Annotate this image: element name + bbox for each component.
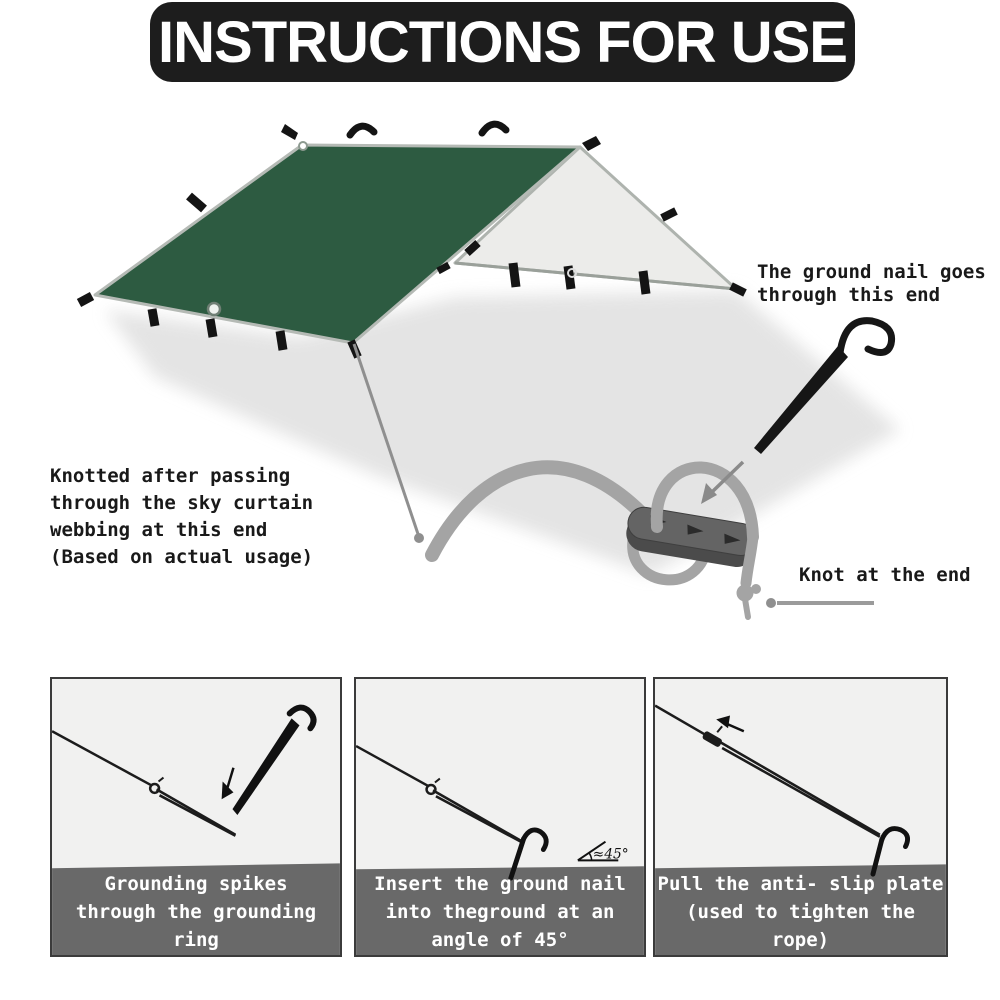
plate-tick (717, 726, 722, 732)
hem-tab-icon (152, 309, 155, 326)
knot-leader-line (766, 598, 874, 608)
rope-line (655, 706, 711, 739)
grommet-icon (208, 303, 220, 315)
ridge-loop-icon (350, 126, 374, 135)
spike-line (722, 748, 880, 837)
ring-tick (435, 779, 440, 783)
hem-tab-icon (643, 271, 646, 294)
corner-tab-icon (79, 296, 92, 303)
rope-knot-tip (745, 599, 748, 617)
panel-caption (655, 869, 946, 955)
edge-tab-icon (662, 211, 676, 218)
spike-line (433, 790, 521, 840)
caption-line: Grounding spikes (104, 873, 288, 895)
annotation-knotted (50, 463, 313, 571)
rope-line (52, 731, 152, 785)
angle-label: ≈45° (592, 846, 629, 863)
caption-line: through the grounding (75, 901, 317, 923)
panel-pull-anti-slip-plate (653, 677, 948, 957)
angle-mark-icon (578, 842, 629, 863)
annotation-line: (Based on actual usage) (50, 546, 314, 568)
spike-line (720, 742, 880, 835)
annotation-line: through the sky curtain (50, 492, 314, 514)
annotation-line: The ground nail goes (757, 261, 986, 283)
instructions-header (150, 2, 855, 82)
panel-caption (52, 869, 340, 955)
hem-tab-icon (210, 319, 213, 337)
caption-line: Pull the anti- slip plate (657, 873, 944, 895)
guy-line-end-dot (414, 533, 424, 543)
annotation-line: webbing at this end (50, 519, 268, 541)
panel-insert-ground-nail (354, 677, 646, 957)
caption-line: Insert the ground nail (374, 873, 626, 895)
grommet-icon (299, 142, 307, 150)
annotation-line: Knotted after passing (50, 465, 291, 487)
annotation-knot-end (799, 564, 971, 587)
caption-line: angle of 45° (431, 929, 569, 951)
ground-nail-icon (232, 708, 313, 815)
anti-slip-plate-icon (702, 730, 724, 748)
caption-line: rope) (771, 929, 830, 951)
caption-line: ring (173, 929, 219, 951)
ridge-loop-icon (482, 124, 506, 133)
panel-grounding-spikes (50, 677, 342, 957)
caption-line: (used to tighten the (686, 901, 915, 923)
rope-tail (746, 537, 753, 583)
annotation-line: Knot at the end (799, 564, 971, 586)
annotation-ground-nail (757, 261, 986, 307)
corner-tab-icon (281, 124, 298, 140)
hem-tab-icon (280, 331, 283, 350)
annotation-line: through this end (757, 284, 941, 306)
spike-line (160, 795, 236, 835)
panel-caption (356, 869, 644, 955)
caption-line: into theground at an (385, 901, 615, 923)
page-title: INSTRUCTIONS FOR USE (158, 9, 847, 75)
arrow-down-left-icon (222, 768, 234, 800)
ring-tick (159, 778, 164, 782)
hem-tab-icon (513, 263, 516, 287)
edge-tab-icon (189, 196, 204, 209)
rope-knot-nub (751, 584, 761, 594)
rope-line (356, 746, 429, 786)
spike-line (436, 796, 521, 841)
corner-tab-icon (582, 136, 601, 151)
